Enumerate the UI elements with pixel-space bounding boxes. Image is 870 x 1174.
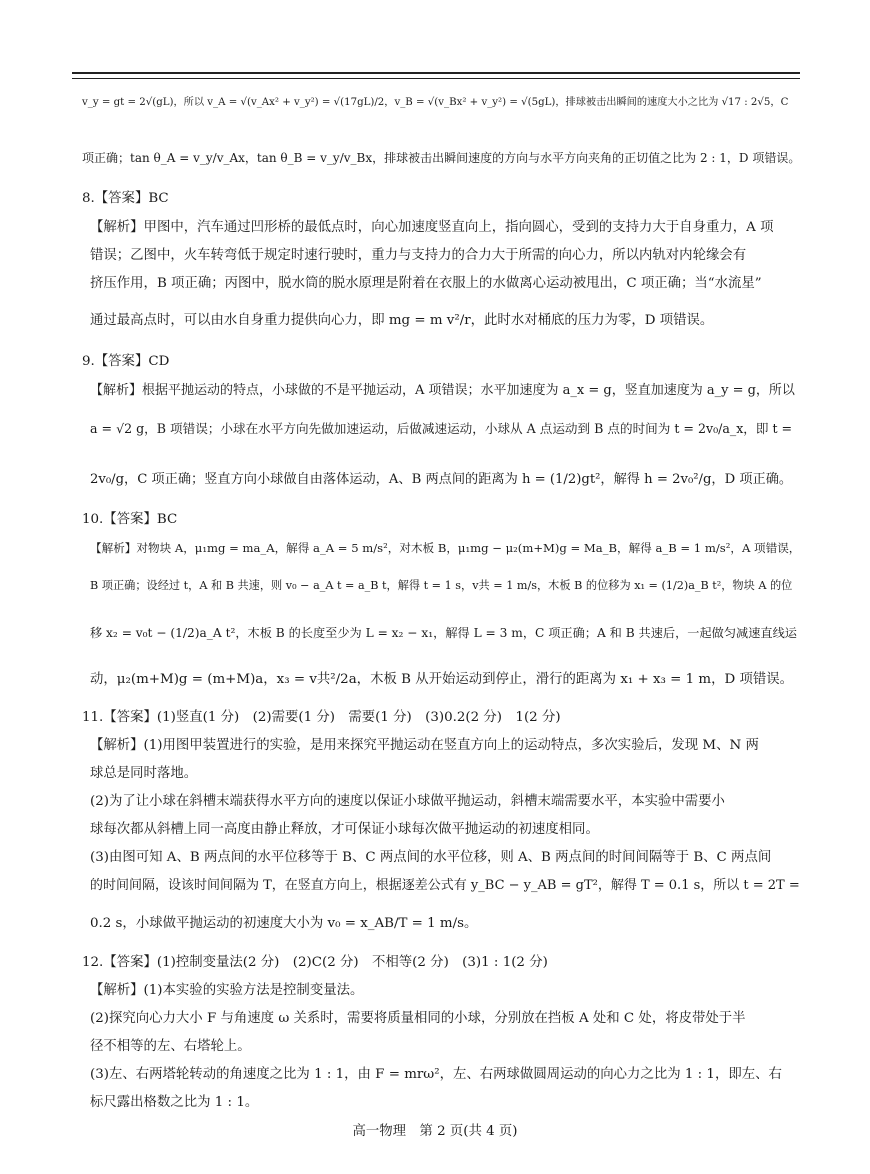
text-line: 球每次都从斜槽上同一高度由静止释放，才可保证小球每次做平抛运动的初速度相同。 [90,822,599,837]
text-line: (3)左、右两塔轮转动的角速度之比为 1 : 1，由 F = mrω²，左、右两球做圆周运动的向心力之比为 1 : 1，即左、右 [90,1067,782,1082]
text-line: 【解析】对物块 A，μ₁mg = ma_A，解得 a_A = 5 m/s²，对木板 B，μ₁mg − μ₂(m+M)g = Ma_B，解得 a_B = 1 m/s²，A 项错误， [90,541,801,555]
header-rule-thick [72,72,800,74]
text-line: 标尺露出格数之比为 1 : 1。 [90,1095,259,1110]
text-line: 【解析】根据平抛运动的特点，小球做的不是平抛运动，A 项错误；水平加速度为 a_x = g，竖直加速度为 a_y = g，所以 [90,383,795,398]
text-line: 通过最高点时，可以由水自身重力提供向心力，即 mg = m v²/r，此时水对桶底的压力为零，D 项错误。 [90,313,714,328]
text-line: 【解析】甲图中，汽车通过凹形桥的最低点时，向心加速度竖直向上，指向圆心，受到的支持力大于自身重力，A 项 [90,220,774,235]
text-line: 球总是同时落地。 [90,766,198,781]
question-8-answer: 8.【答案】BC [82,191,169,206]
text-line: 的时间间隔，设该时间间隔为 T，在竖直方向上，根据逐差公式有 y_BC − y_AB = gT²，解得 T = 0.1 s，所以 t = 2T = [90,878,800,893]
page-footer: 高一物理 第 2 页(共 4 页) [352,1124,518,1139]
question-9-answer: 9.【答案】CD [82,354,170,369]
text-line: 【解析】(1)本实验的实验方法是控制变量法。 [90,983,364,998]
question-12-answer: 12.【答案】(1)控制变量法(2 分) (2)C(2 分) 不相等(2 分) (3)1 : 1(2 分) [82,955,548,970]
question-10-answer: 10.【答案】BC [82,512,178,527]
text-line: 径不相等的左、右塔轮上。 [90,1039,251,1054]
header-rule-thin [72,78,800,79]
text-line: 动，μ₂(m+M)g = (m+M)a，x₃ = v共²/2a，木板 B 从开始运动到停止，滑行的距离为 x₁ + x₃ = 1 m，D 项错误。 [90,672,794,687]
text-line: 错误；乙图中，火车转弯低于规定时速行驶时，重力与支持力的合力大于所需的向心力，所以内轨对内轮缘会有 [90,248,747,263]
text-line: (3)由图可知 A、B 两点间的水平位移等于 B、C 两点间的水平位移，则 A、B 两点间的时间间隔等于 B、C 两点间 [90,850,772,865]
text-line: 0.2 s，小球做平抛运动的初速度大小为 v₀ = x_AB/T = 1 m/s。 [90,916,478,931]
question-11-answer: 11.【答案】(1)竖直(1 分) (2)需要(1 分) 需要(1 分) (3)0.2(2 分) 1(2 分) [82,710,561,725]
text-line: (2)为了让小球在斜槽末端获得水平方向的速度以保证小球做平抛运动，斜槽末端需要水平，本实验中需要小 [90,794,725,809]
text-line: B 项正确；设经过 t，A 和 B 共速，则 v₀ − a_A t = a_B t，解得 t = 1 s，v共 = 1 m/s，木板 B 的位移为 x₁ = (1/2)a_B t²，物块 A 的位 [90,579,793,592]
text-line: 移 x₂ = v₀t − (1/2)a_A t²，木板 B 的长度至少为 L = x₂ − x₁，解得 L = 3 m，C 项正确；A 和 B 共速后，一起做匀减速直线运 [90,626,797,640]
text-line: 挤压作用，B 项正确；丙图中，脱水筒的脱水原理是附着在衣服上的水做离心运动被甩出，C 项正确；当“水流星” [90,276,762,291]
text-line: v_y = gt = 2√(gL)，所以 v_A = √(v_Ax² + v_y²) = √(17gL)/2，v_B = √(v_Bx² + v_y²) = √(5gL)，排球被击出瞬间的速度大小之比为 √17 : 2√5，C [82,97,789,108]
text-line: a = √2 g，B 项错误；小球在水平方向先做加速运动，后做减速运动，小球从 A 点运动到 B 点的时间为 t = 2v₀/a_x，即 t = [90,421,793,436]
text-line: 【解析】(1)用图甲装置进行的实验，是用来探究平抛运动在竖直方向上的运动特点，多次实验后，发现 M、N 两 [90,738,759,753]
text-line: 项正确；tan θ_A = v_y/v_Ax，tan θ_B = v_y/v_Bx，排球被击出瞬间速度的方向与水平方向夹角的正切值之比为 2 : 1，D 项错误。 [82,151,801,165]
text-line: 2v₀/g，C 项正确；竖直方向小球做自由落体运动，A、B 两点间的距离为 h = (1/2)gt²，解得 h = 2v₀²/g，D 项正确。 [90,472,793,487]
text-line: (2)探究向心力大小 F 与角速度 ω 关系时，需要将质量相同的小球，分别放在挡板 A 处和 C 处，将皮带处于半 [90,1011,746,1026]
